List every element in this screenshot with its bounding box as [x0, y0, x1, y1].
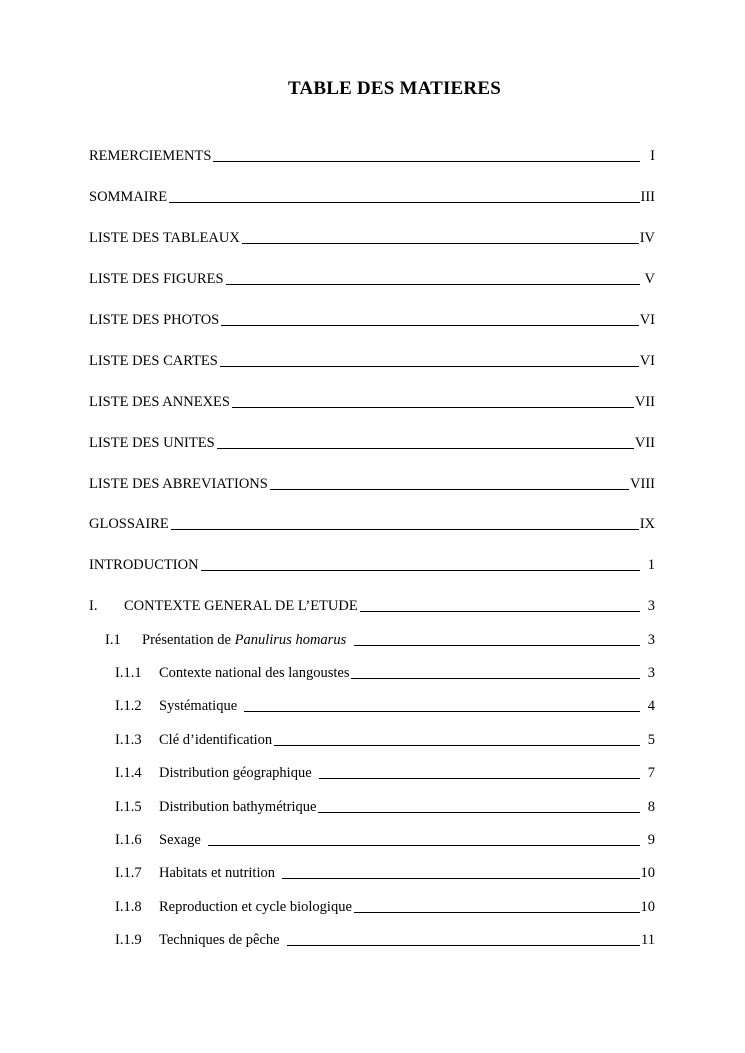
toc-chapter-label: CONTEXTE GENERAL DE L’ETUDE — [124, 598, 358, 614]
toc-subsection-entry[interactable] — [115, 664, 655, 682]
toc-leader-line — [201, 570, 640, 571]
toc-subsection-label: Systématique — [159, 698, 238, 714]
toc-entry[interactable] — [89, 475, 655, 493]
toc-subsection-entry[interactable] — [115, 831, 655, 849]
toc-subsection-entry[interactable] — [115, 898, 655, 916]
toc-page-number: 4 — [647, 698, 655, 714]
toc-entry-label: SOMMAIRE — [89, 189, 168, 205]
toc-leader-line — [208, 845, 640, 846]
toc-entry[interactable] — [89, 434, 655, 452]
toc-page-number: VII — [634, 435, 655, 451]
toc-subsection-label: Distribution bathymétrique — [159, 799, 317, 815]
toc-page-number: I — [650, 148, 655, 164]
toc-leader-line — [169, 202, 639, 203]
toc-leader-line — [226, 284, 640, 285]
toc-section-species-name: Panulirus homarus — [234, 632, 347, 648]
toc-page-number: VI — [639, 353, 655, 369]
toc-leader-line — [244, 711, 640, 712]
toc-entry-label: LISTE DES CARTES — [89, 353, 218, 369]
toc-leader-line — [354, 645, 640, 646]
toc-leader-line — [360, 611, 640, 612]
toc-page-number: 3 — [647, 598, 655, 614]
toc-entry-label: INTRODUCTION — [89, 557, 199, 573]
toc-page-number: 7 — [647, 765, 655, 781]
toc-entry[interactable] — [89, 515, 655, 533]
toc-page-number: 9 — [647, 832, 655, 848]
toc-page-number: 11 — [641, 932, 655, 948]
toc-subsection-entry[interactable] — [115, 931, 655, 949]
toc-entry[interactable] — [89, 393, 655, 411]
toc-page-number: VI — [639, 312, 655, 328]
toc-leader-line — [274, 745, 640, 746]
toc-subsection-label: Contexte national des langoustes — [159, 665, 350, 681]
toc-entry-label: LISTE DES ABREVIATIONS — [89, 476, 268, 492]
toc-entry[interactable] — [89, 229, 655, 247]
toc-entry[interactable] — [89, 147, 655, 165]
toc-subsection-entry[interactable] — [115, 731, 655, 749]
toc-subsection-label: Habitats et nutrition — [159, 865, 275, 881]
toc-page-number: 10 — [640, 865, 655, 881]
toc-section-label — [142, 631, 346, 649]
toc-chapter-number: I. — [89, 598, 98, 614]
toc-subsection-number: I.1.4 — [115, 765, 142, 781]
toc-page-number: V — [644, 271, 655, 287]
toc-entry[interactable] — [89, 352, 655, 370]
toc-leader-line — [171, 529, 639, 530]
toc-page-number: 3 — [647, 665, 655, 681]
toc-section-number: I.1 — [105, 632, 121, 648]
toc-leader-line — [220, 366, 639, 367]
toc-leader-line — [282, 878, 640, 879]
page-title: TABLE DES MATIERES — [287, 78, 501, 99]
toc-subsection-label: Clé d’identification — [159, 732, 273, 748]
toc-leader-line — [287, 945, 640, 946]
toc-leader-line — [221, 325, 638, 326]
toc-leader-line — [242, 243, 639, 244]
toc-entry-label: REMERCIEMENTS — [89, 148, 212, 164]
toc-entry[interactable] — [89, 270, 655, 288]
toc-page-number: 3 — [647, 632, 655, 648]
toc-subsection-label: Sexage — [159, 832, 201, 848]
toc-subsection-label: Reproduction et cycle biologique — [159, 899, 352, 915]
toc-page-number: VII — [634, 394, 655, 410]
toc-page-number: IV — [639, 230, 655, 246]
toc-leader-line — [213, 161, 640, 162]
toc-subsection-entry[interactable] — [115, 697, 655, 715]
toc-entry-label: LISTE DES ANNEXES — [89, 394, 230, 410]
toc-subsection-number: I.1.5 — [115, 799, 142, 815]
toc-leader-line — [319, 778, 640, 779]
toc-subsection-number: I.1.8 — [115, 899, 142, 915]
toc-page-number: IX — [639, 516, 655, 532]
toc-leader-line — [354, 912, 640, 913]
toc-section-label-text: Présentation de — [142, 632, 235, 648]
toc-subsection-number: I.1.2 — [115, 698, 142, 714]
toc-subsection-number: I.1.6 — [115, 832, 142, 848]
toc-chapter-entry[interactable] — [89, 597, 655, 615]
toc-page-number: VIII — [630, 476, 655, 492]
toc-section-entry[interactable] — [105, 631, 655, 649]
toc-page-number: 5 — [647, 732, 655, 748]
toc-entry-label: LISTE DES UNITES — [89, 435, 215, 451]
toc-entry-label: LISTE DES PHOTOS — [89, 312, 220, 328]
toc-leader-line — [217, 448, 634, 449]
toc-page-number: 8 — [647, 799, 655, 815]
toc-subsection-entry[interactable] — [115, 764, 655, 782]
toc-leader-line — [270, 489, 629, 490]
toc-entry[interactable] — [89, 188, 655, 206]
toc-subsection-number: I.1.3 — [115, 732, 142, 748]
toc-entry[interactable] — [89, 311, 655, 329]
toc-leader-line — [232, 407, 634, 408]
toc-entry-label: LISTE DES TABLEAUX — [89, 230, 240, 246]
toc-subsection-label: Techniques de pêche — [159, 932, 280, 948]
toc-page-number: 1 — [647, 557, 655, 573]
toc-entry[interactable] — [89, 556, 655, 574]
toc-subsection-entry[interactable] — [115, 864, 655, 882]
toc-entry-label: LISTE DES FIGURES — [89, 271, 224, 287]
toc-subsection-entry[interactable] — [115, 798, 655, 816]
toc-leader-line — [318, 812, 640, 813]
toc-entry-label: GLOSSAIRE — [89, 516, 169, 532]
toc-subsection-number: I.1.1 — [115, 665, 142, 681]
toc-leader-line — [351, 678, 640, 679]
toc-subsection-number: I.1.9 — [115, 932, 142, 948]
toc-subsection-number: I.1.7 — [115, 865, 142, 881]
toc-page-number: 10 — [640, 899, 655, 915]
toc-subsection-label: Distribution géographique — [159, 765, 312, 781]
toc-page-number: III — [640, 189, 655, 205]
